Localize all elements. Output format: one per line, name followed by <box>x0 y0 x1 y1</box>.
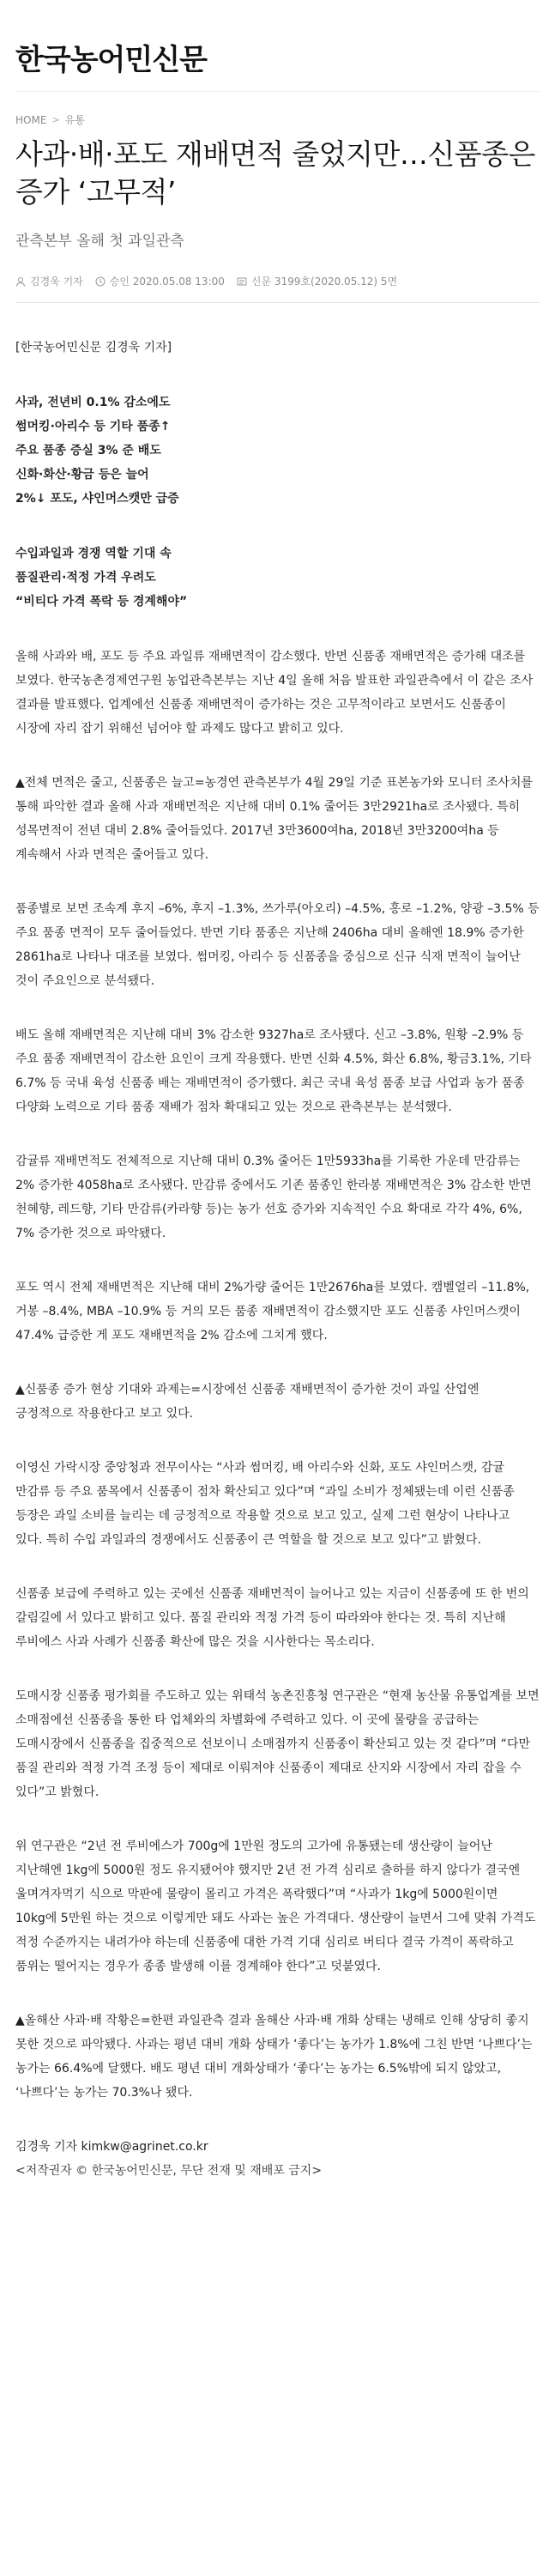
paragraph: 포도 역시 전체 재배면적은 지난해 대비 2%가량 줄어든 1만2676ha를 보였다. 캠벨얼리 –11.8%, 거봉 –8.4%, MBA –10.9% 등 거의 모든 품종 재배면적이 감소했지만 포도 신품종 샤인머스캣이 47.4% 급증한 게 포도 재배면적을 2% 감소에 그치게 했다. <box>15 1281 530 1343</box>
site-logo[interactable]: 한국농어민신문 <box>15 43 207 77</box>
summary-line: 수입과일과 경쟁 역할 기대 속 <box>15 547 172 561</box>
summary-line: 2%↓ 포도, 샤인머스캣만 급증 <box>15 492 179 506</box>
byline: [한국농어민신문 김경욱 기자] <box>15 341 172 355</box>
paragraph: ▲올해산 사과·배 작황은=한편 과일관측 결과 올해산 사과·배 개화 상태는 냉해로 인해 상당히 좋지 못한 것으로 파악됐다. 사과는 평년 대비 개화 상태가 ‘좋다’는 농가가 1.8%에 그친 반면 ‘나쁘다’는 농가는 66.4%에 달했다. 배도 평년 대비 개화상태가 ‘좋다’는 농가는 6.5%밖에 되지 않았고, ‘나쁘다’는 농가는 70.3%나 됐다. <box>15 2014 533 2100</box>
reporter-info <box>15 274 83 288</box>
approved-info <box>95 274 225 288</box>
paragraph: ▲신품종 증가 현상 기대와 과제는=시장에선 신품종 재배면적이 증가한 것이 과일 산업엔 긍정적으로 작용한다고 보고 있다. <box>15 1383 480 1421</box>
paragraph: 감귤류 재배면적도 전체적으로 지난해 대비 0.3% 줄어든 1만5933ha를 기록한 가운데 만감류는 2% 증가한 4058ha로 조사됐다. 만감류 중에서도 기존 품종인 한라봉 재배면적은 3% 감소한 반면 천혜향, 레드향, 기타 만감류(카라향 등)는 농가 선호 증가와 지속적인 수요 확대로 각각 4%, 6%, 7% 증가한 것으로 파악됐다. <box>15 1155 532 1240</box>
breadcrumb-section[interactable]: 유통 <box>64 114 85 126</box>
article-meta <box>15 274 540 303</box>
copyright-notice: <저작권자 © 한국농어민신문, 무단 전재 및 재배포 금지> <box>15 2164 323 2178</box>
article-body <box>15 336 540 2183</box>
issue-number: 신문 3199호(2020.05.12) 5면 <box>250 276 398 288</box>
user-icon <box>15 276 26 287</box>
paragraph: 배도 올해 재배면적은 지난해 대비 3% 감소한 9327ha로 조사됐다. 신고 –3.8%, 원황 –2.9% 등 주요 품종 재배면적이 감소한 요인이 크게 작용했다. 반면 신화 4.5%, 화산 6.8%, 황금3.1%, 기타 6.7% 등 국내 육성 신품종 배는 재배면적이 증가했다. 최근 국내 육성 품종 보급 사업과 농가 품종 다양화 노력으로 기타 품종 재배가 점차 확대되고 있는 것으로 관측본부는 분석했다. <box>15 1028 532 1114</box>
article-subtitle: 관측본부 올해 첫 과일관측 <box>15 233 184 250</box>
paragraph: ▲전체 면적은 줄고, 신품종은 늘고=농경연 관측본부가 4월 29일 기준 표본농가와 모니터 조사치를 통해 파악한 결과 올해 사과 재배면적은 지난해 대비 0.1% 줄어든 3만2921ha로 조사됐다. 특히 성목면적이 전년 대비 2.8% 줄어들었다. 2017년 3만3600여ha, 2018년 3만3200여ha 등 계속해서 사과 면적은 줄어들고 있다. <box>15 776 534 862</box>
paragraph: 이영신 가락시장 중앙청과 전무이사는 “사과 썸머킹, 배 아리수와 신화, 포도 샤인머스캣, 감귤 만감류 등 주요 품목에서 신품종이 점차 확산되고 있다”며 “과일 소비가 정체됐는데 이런 신품종 등장은 과일 소비를 늘리는 데 긍정적으로 작용할 것으로 보고 있고, 실제 그런 현상이 나타나고 있다. 특히 수입 과일과의 경쟁에서도 신품종이 큰 역할을 할 것으로 보고 있다”고 밝혔다. <box>15 1461 515 1547</box>
breadcrumb-home[interactable]: HOME <box>15 113 47 126</box>
approved-time: 승인 2020.05.08 13:00 <box>109 276 225 288</box>
summary-block-1 <box>15 391 540 511</box>
paragraph: 도매시장 신품종 평가회를 주도하고 있는 위태석 농촌진흥청 연구관은 “현재 농산물 유통업계를 보면 소매점에선 신품종을 통한 타 업체와의 차별화에 주력하고 있다. 이 곳에 물량을 공급하는 도매시장에서 신품종을 집중적으로 선보이니 소매점까지 신품종이 확산되고 있는 것 같다”며 “다만 품질 관리와 적정 가격 조정 등이 제대로 이뤄져야 신품종이 제대로 산지와 시장에서 자리 잡을 수 있다”고 밝혔다. <box>15 1689 540 1799</box>
summary-line: 사과, 전년비 0.1% 감소에도 <box>15 396 171 409</box>
summary-line: 품질관리·적정 가격 우려도 <box>15 571 156 585</box>
newspaper-icon <box>237 276 247 287</box>
summary-line: “비티다 가격 폭락 등 경계해야” <box>15 595 188 609</box>
paragraph: 품종별로 보면 조속계 후지 –6%, 후지 –1.3%, 쓰가루(아오리) –4.5%, 홍로 –1.2%, 양광 –3.5% 등 주요 품종 면적이 모두 줄어들었다. 반면 기타 품종은 지난해 2406ha 대비 올해엔 18.9% 증가한 2861ha로 나타나 대조를 보였다. 썸머킹, 아리수 등 신품종을 중심으로 신규 식재 면적이 늘어난 것이 주요인으로 분석됐다. <box>15 902 540 988</box>
site-header <box>15 0 540 92</box>
summary-line: 주요 품종 증실 3% 준 배도 <box>15 444 161 458</box>
clock-icon <box>95 276 106 287</box>
summary-block-2 <box>15 542 540 614</box>
breadcrumb <box>15 112 540 127</box>
summary-line: 신화·화산·황금 등은 늘어 <box>15 468 149 482</box>
issue-info <box>237 274 397 288</box>
reporter-name: 김경욱 기자 <box>30 276 83 288</box>
chevron-right-icon: > <box>51 114 60 125</box>
paragraph: 신품종 보급에 주력하고 있는 곳에선 신품종 재배면적이 늘어나고 있는 지금이 신품종에 또 한 번의 갈림길에 서 있다고 밝히고 있다. 품질 관리와 적정 가격 등이 따라와야 한다는 것. 특히 지난해 루비에스 사과 사례가 신품종 확산에 많은 것을 시사한다는 목소리다. <box>15 1587 529 1649</box>
paragraph: 올해 사과와 배, 포도 등 주요 과일류 재배면적이 감소했다. 반면 신품종 재배면적은 증가해 대조를 보였다. 한국농촌경제연구원 농업관측본부는 지난 4일 올해 처음 발표한 과일관측에서 이 같은 조사 결과를 발표했다. 업계에선 신품종 재배면적이 증가하는 것은 고무적이라고 보면서도 신품종이 시장에 자리 잡기 위해선 넘어야 할 과제도 많다고 밝히고 있다. <box>15 650 534 736</box>
paragraph: 위 연구관은 “2년 전 루비에스가 700g에 1만원 정도의 고가에 유통됐는데 생산량이 늘어난 지난해엔 1kg에 5000원 정도 유지됐어야 했지만 2년 전 가격 심리로 출하를 하지 않다가 결국엔 울며겨자먹기 식으로 막판에 물량이 몰리고 가격은 폭락했다”며 “사과가 1kg에 5000원이면 10kg에 5만원 하는 것으로 이렇게만 돼도 사과는 높은 가격대다. 생산량이 늘면서 그에 맞춰 가격도 적정 수준까지는 내려가야 하는데 신품종에 대한 가격 기대 심리로 버티다 결국 가격이 폭락하고 품위는 떨어지는 경우가 종종 발생해 이를 경계해야 한다”고 덧붙였다. <box>15 1840 536 1973</box>
article-title: 사과·배·포도 재배면적 줄었지만…신품종은 증가 ‘고무적’ <box>15 137 535 209</box>
reporter-signature: 김경욱 기자 kimkw@agrinet.co.kr <box>15 2140 208 2154</box>
summary-line: 썸머킹·아리수 등 기타 품종↑ <box>15 420 171 433</box>
